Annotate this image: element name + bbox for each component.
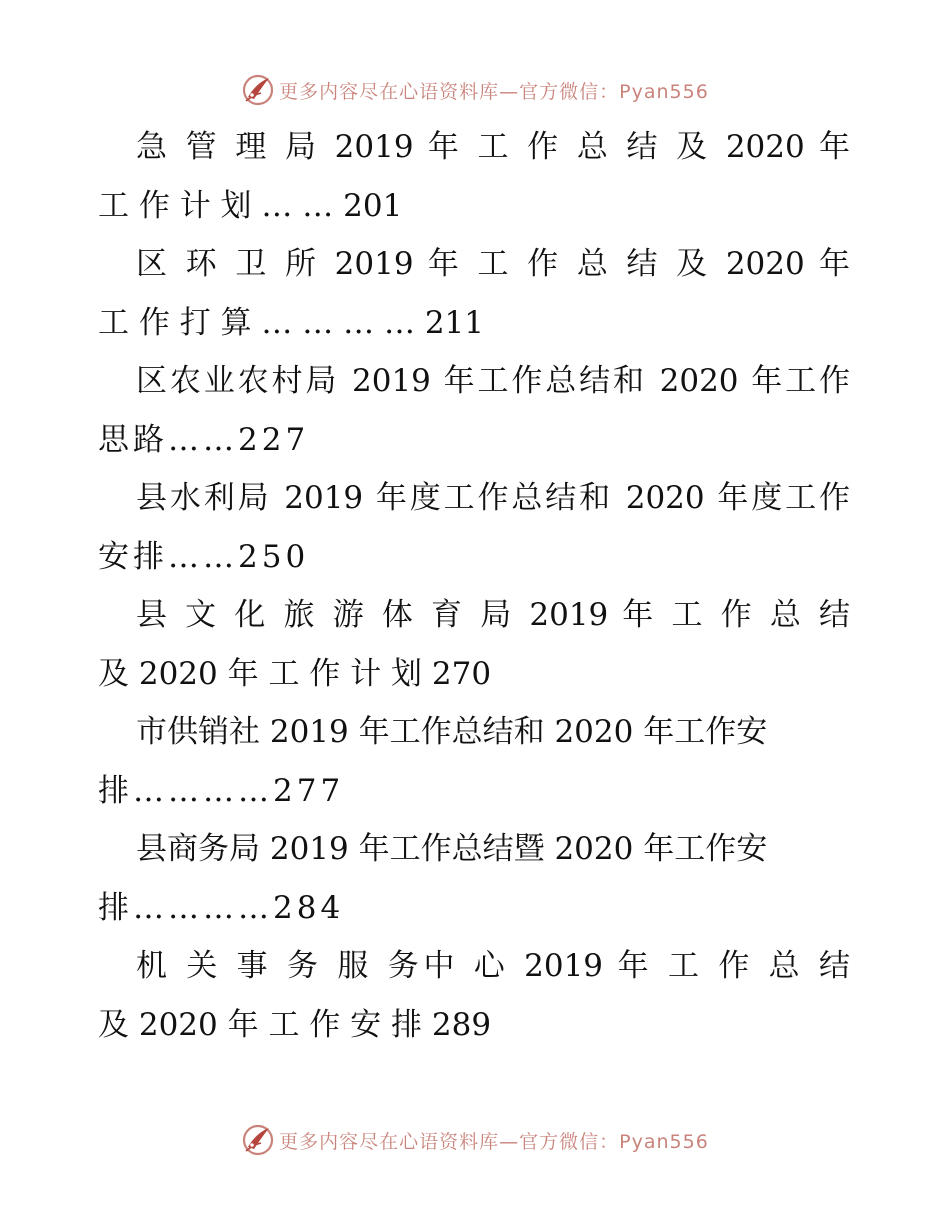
footer-watermark xyxy=(0,1122,950,1158)
toc-entry-6-line-1: 市供销社 2019 年工作总结和 2020 年工作安 xyxy=(136,714,768,750)
toc-entry-7-line-2: 排…………284 xyxy=(98,889,345,926)
toc-entry-4-line-1: 县水利局 2019 年度工作总结和 2020 年度工作 xyxy=(136,480,850,516)
watermark-text: 更多内容尽在心语资料库—官方微信：Pyan556 xyxy=(279,1130,709,1153)
toc-entry-5-line-2: 及 2020 年 工 作 计 划 270 xyxy=(98,655,492,692)
toc-entry-2-line-2: 工 作 打 算 … … … … 211 xyxy=(98,304,485,341)
pen-logo-icon xyxy=(241,73,275,107)
header-watermark xyxy=(0,72,950,108)
toc-entry-2-line-1: 区 环 卫 所 2019 年 工 作 总 结 及 2020 年 xyxy=(136,246,850,282)
toc-entry-3-line-2: 思路……227 xyxy=(98,421,310,458)
toc-entry-4-line-2: 安排……250 xyxy=(98,538,310,575)
pen-logo-icon xyxy=(241,1123,275,1157)
toc-entry-6-line-2: 排…………277 xyxy=(98,772,345,809)
toc-entry-1-line-1: 急 管 理 局 2019 年 工 作 总 结 及 2020 年 xyxy=(136,129,850,165)
toc-entry-8-line-2: 及 2020 年 工 作 安 排 289 xyxy=(98,1006,492,1043)
toc-entry-7-line-1: 县商务局 2019 年工作总结暨 2020 年工作安 xyxy=(136,831,768,867)
toc-entry-3-line-1: 区农业农村局 2019 年工作总结和 2020 年工作 xyxy=(136,363,850,399)
watermark-text: 更多内容尽在心语资料库—官方微信：Pyan556 xyxy=(279,80,709,103)
toc-entry-5-line-1: 县 文 化 旅 游 体 育 局 2019 年 工 作 总 结 xyxy=(136,597,850,633)
table-of-contents xyxy=(98,118,850,1054)
toc-entry-8-line-1: 机 关 事 务 服 务中 心 2019 年 工 作 总 结 xyxy=(136,948,850,984)
toc-entry-1-line-2: 工 作 计 划 … … 201 xyxy=(98,187,403,224)
